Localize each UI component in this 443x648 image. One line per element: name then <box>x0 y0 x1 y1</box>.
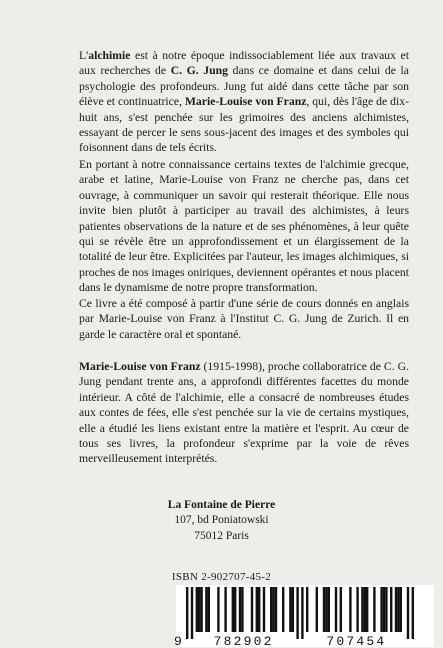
barcode-bar <box>366 587 368 632</box>
paragraph-alchemy-intro <box>79 48 409 156</box>
barcode-bar <box>356 587 358 632</box>
barcode-bar <box>383 587 385 632</box>
bold-text: alchimie <box>88 49 131 62</box>
barcode-bar <box>217 587 219 632</box>
publisher-block <box>0 498 443 544</box>
barcode-bar <box>349 587 351 632</box>
barcode-bar <box>361 587 363 632</box>
barcode-bar <box>272 587 274 632</box>
barcode-digit-first: 9 <box>173 634 185 647</box>
barcode-bar <box>292 587 294 632</box>
text-run: L' <box>79 49 89 62</box>
bold-text: Marie-Louise von Franz <box>184 95 307 109</box>
barcode-bar <box>275 587 277 632</box>
barcode-bar <box>397 587 399 632</box>
barcode-bar <box>328 587 330 632</box>
paragraph-book-origin <box>79 296 409 342</box>
barcode-bar <box>364 587 366 632</box>
barcode-bar <box>385 587 387 632</box>
barcode-bar <box>239 587 241 632</box>
barcode-bar <box>400 587 402 632</box>
barcode-bar <box>340 587 342 632</box>
barcode-bar <box>196 587 198 632</box>
barcode-bar <box>325 587 327 632</box>
bold-text: C. G. Jung <box>170 64 228 78</box>
barcode-bar <box>306 587 308 632</box>
barcode-bar <box>256 587 258 632</box>
barcode-bar <box>224 587 226 632</box>
barcode-bar <box>395 587 397 632</box>
text-run: (1915-1998), proche collaboratrice de C. G. Jung pendant trente ans, a approfondi différentes facettes du monde intérieur. A côté de l'alchimie, elle a consacré de nombreuses études aux contes de fées, elle s'est penchée sur la vie de certains mystiques, elle a étudié les liens existant entre la matière et l'esprit. Au cœur de tous ses livres, la profondeur s'exprime par la voie de rêves merveilleusement interprétés. <box>79 360 409 466</box>
text-run: dans ce domaine et dans celui de la psychologie des profondeurs. Jung fut aidé dans cette tâche par son élève et continuatrice, <box>79 64 409 109</box>
publisher-address-city: 75012 Paris <box>194 529 249 542</box>
barcode-bar <box>208 587 210 632</box>
isbn-number: ISBN 2-902707-45-2 <box>171 571 272 583</box>
barcode-bar <box>412 587 414 639</box>
paragraph-author-bio <box>79 359 409 467</box>
barcode-bar <box>205 587 207 632</box>
text-run: , qui, dès l'âge de dix-huit ans, s'est penchée sur les grimoires des anciens alchimistes, essayant de percer le sens sous-jacent des images et des symboles qui foisonnent dans de tels écrits. <box>79 95 409 155</box>
barcode-bar <box>232 587 234 632</box>
text-run: est à notre époque indissociablement liée aux travaux et aux recherches de <box>79 49 409 78</box>
ean13-barcode <box>166 585 434 647</box>
barcode-bar <box>200 587 202 632</box>
barcode-bar <box>301 587 303 639</box>
bold-text: Marie-Louise von Franz <box>79 360 201 373</box>
barcode-bar <box>323 587 325 632</box>
publisher-name: La Fontaine de Pierre <box>167 499 276 511</box>
barcode-digits-right: 707454 <box>326 634 387 647</box>
publisher-address-street: 107, bd Poniatowski <box>174 514 269 527</box>
barcode-bar <box>258 587 260 632</box>
barcode-bar <box>198 587 200 632</box>
barcode-bar <box>380 587 382 632</box>
text-run: Ce livre a été composé à partir d'une série de cours donnés en anglais par Marie-Louise von Franz à l'Institut C. G. Jung de Zurich. Il en garde le caractère oral et spontané. <box>79 297 409 341</box>
barcode-bar <box>282 587 284 632</box>
barcode-digits-left: 782902 <box>213 634 274 647</box>
barcode-bar <box>241 587 243 632</box>
barcode-bar <box>289 587 291 632</box>
paragraph-book-description <box>79 157 409 296</box>
barcode-bar <box>270 587 272 632</box>
barcode-bar <box>191 587 193 639</box>
barcode-bar <box>186 587 188 639</box>
text-run: En portant à notre connaissance certains textes de l'alchimie grecque, arabe et latine, Marie-Louise von Franz ne cherche pas, dans cet ouvrage, à communiquer un savoir qui resterait théorique. Elle nous invite bien plutôt à participer au travail des alchimistes, à leurs patientes observations de la nature et de ses phénomènes, à leur quête qui se révèle être un approfondissement et un élargissement de la totalité de leur être. Explicitées par l'auteur, les images alchimiques, si proches de nos images oniriques, deviennent opérantes et nous placent dans le dynamisme de notre propre transformation. <box>79 158 409 295</box>
barcode-bar <box>316 587 318 632</box>
barcode-bar <box>335 587 337 632</box>
barcode-bar <box>407 587 409 639</box>
barcode-bar <box>234 587 236 632</box>
barcode-bar <box>251 587 253 632</box>
barcode-bar <box>263 587 265 632</box>
barcode-bar <box>373 587 375 632</box>
barcode-bar <box>390 587 392 632</box>
barcode-bar <box>296 587 298 639</box>
